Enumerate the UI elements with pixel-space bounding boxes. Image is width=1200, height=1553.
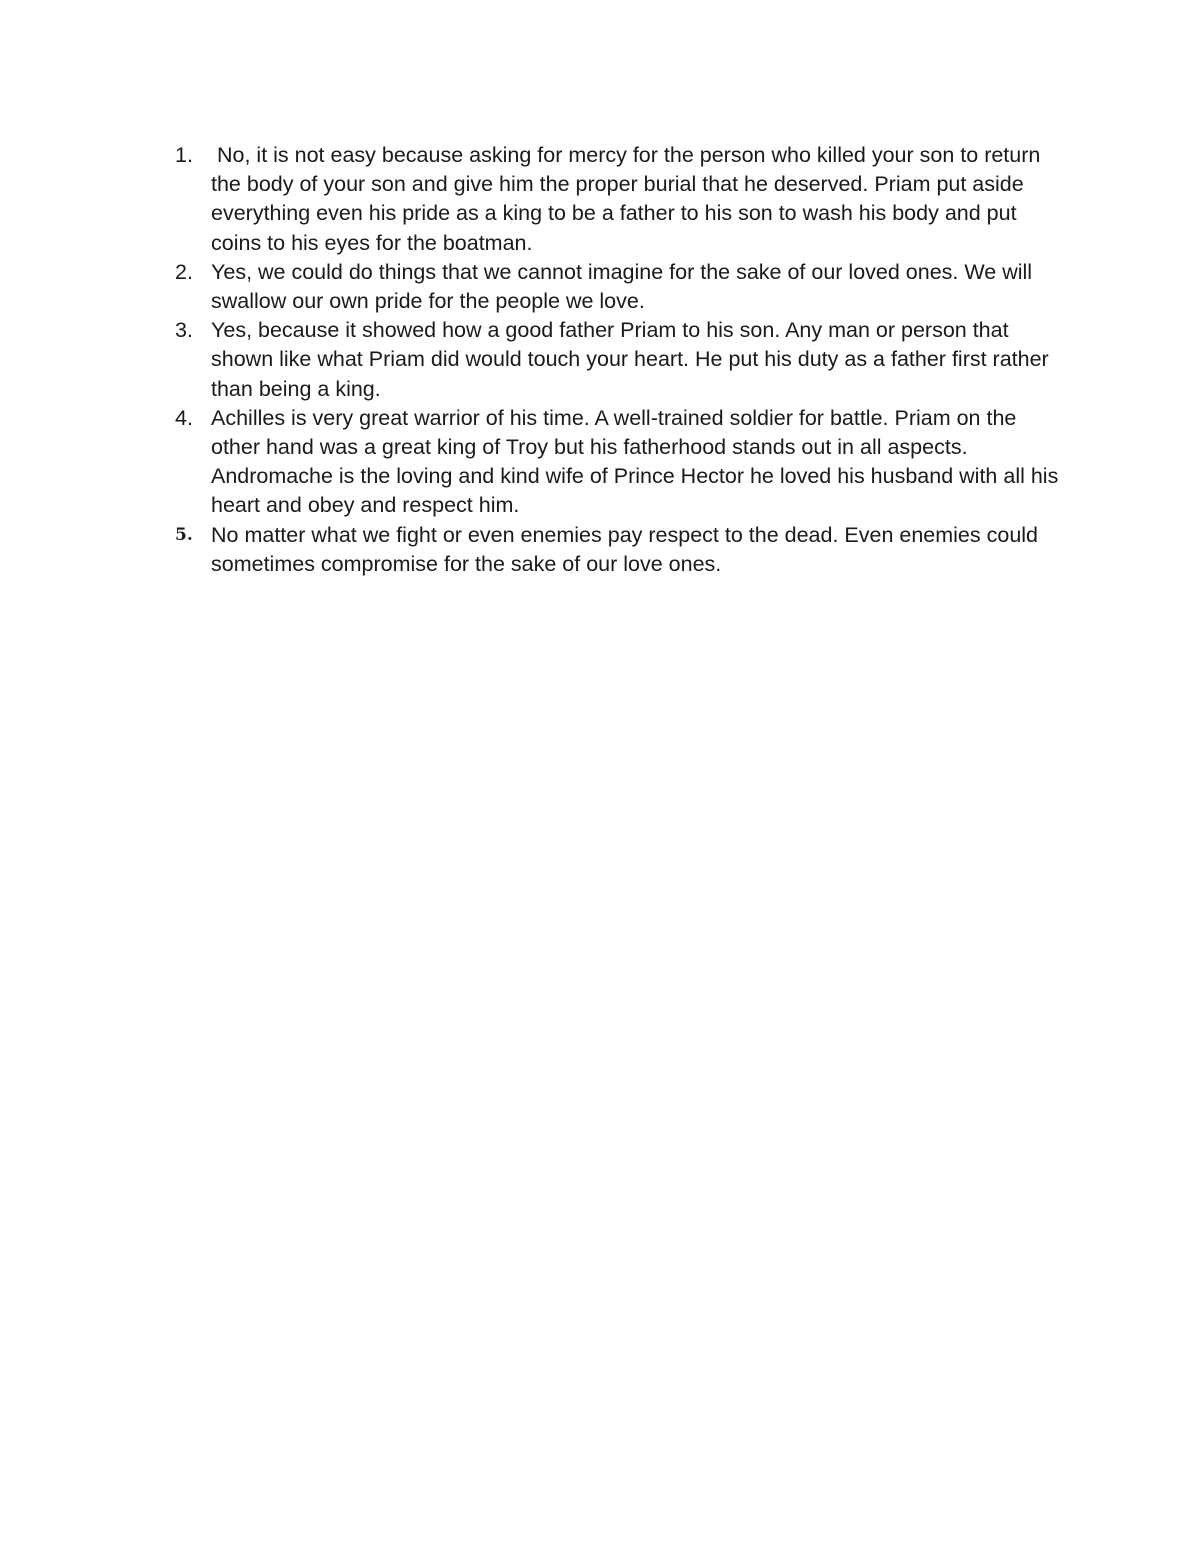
answer-list (175, 141, 1060, 579)
list-item-text: No matter what we fight or even enemies pay respect to the dead. Even enemies could sometimes compromise for the sake of our love ones. (211, 522, 1039, 576)
list-number: 4. (175, 405, 193, 430)
list-item-text: Yes, we could do things that we cannot imagine for the sake of our loved ones. We will swallow our own pride for the people we love. (211, 259, 1033, 314)
list-item (175, 521, 1060, 579)
list-number: 2. (175, 259, 193, 284)
list-item (175, 316, 1060, 404)
list-item-text: Achilles is very great warrior of his time. A well-trained soldier for battle. Priam on the other hand was a great king of Troy but his fatherhood stands out in all aspects. Andromache is the loving and kind wife of Prince Hector he loved his husband with all his heart and obey and respect him. (211, 405, 1059, 518)
list-item (175, 404, 1060, 521)
list-number: 1. (175, 143, 193, 167)
list-item-text: No, it is not easy because asking for mercy for the person who killed your son to return the body of your son and give him the proper burial that he deserved. Priam put aside everything even his pride as a king to be a father to his son to wash his body and put coins to his eyes for the boatman. (211, 143, 1047, 255)
list-number: 3. (175, 318, 193, 343)
list-number: 5. (175, 524, 193, 545)
list-item (175, 141, 1060, 258)
list-item-text: Yes, because it showed how a good father Priam to his son. Any man or person that shown like what Priam did would touch your heart. He put his duty as a father first rather than being a king. (211, 318, 1049, 401)
list-item (175, 258, 1060, 316)
